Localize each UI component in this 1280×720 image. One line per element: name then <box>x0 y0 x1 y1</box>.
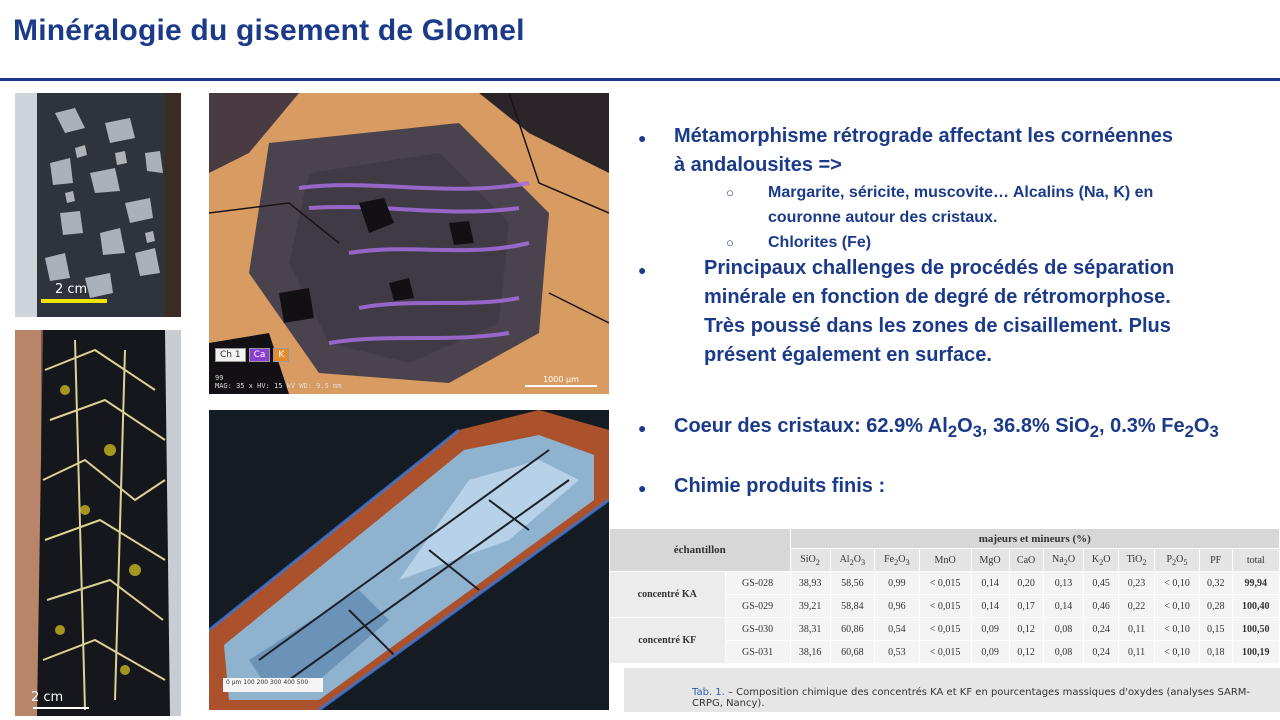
sub-bullet-1-line2: couronne autour des cristaux. <box>768 209 998 226</box>
table-cell: 0,09 <box>971 618 1009 641</box>
table-cell: 58,84 <box>830 595 875 618</box>
bullet-2-line2: minérale en fonction de degré de rétromorphose. <box>704 286 1171 308</box>
sem-meta-line2: MAG: 35 x HV: 15 kV WD: 9.5 mm <box>215 382 342 390</box>
table-cell: 39,21 <box>790 595 830 618</box>
bullet-4-text: Chimie produits finis : <box>674 475 886 497</box>
table-cell: 0,23 <box>1118 572 1154 595</box>
table-cell: 38,31 <box>790 618 830 641</box>
table-cell: 0,45 <box>1084 572 1118 595</box>
table-cell: 0,14 <box>1043 595 1084 618</box>
sample-id: GS-028 <box>725 572 790 595</box>
column-header: CaO <box>1009 549 1043 572</box>
bullet-4 <box>638 472 1270 501</box>
table-cell: 100,40 <box>1232 595 1279 618</box>
bullet-2-line4: présent également en surface. <box>704 344 992 366</box>
bullet-dot-2: ● <box>638 262 647 278</box>
column-header: SiO$_2$ <box>790 549 830 572</box>
column-header: $Al_2O_3$ <box>830 549 875 572</box>
table-cell: 0,12 <box>1009 641 1043 664</box>
table-cell: 0,28 <box>1199 595 1232 618</box>
sample-id: GS-029 <box>725 595 790 618</box>
core-texture <box>15 93 181 317</box>
table-cell: 0,24 <box>1084 641 1118 664</box>
scale-bar-bottom <box>33 707 89 709</box>
table-cell: 0,08 <box>1043 641 1084 664</box>
chemistry-table <box>609 528 1280 664</box>
caption-text: – Composition chimique des concentrés KA et KF en pourcentages massiques d'oxydes (analyses SARM-CRPG, Nancy). <box>692 687 1251 709</box>
core-sample-photo-top <box>15 93 181 317</box>
bullet-2-line1: Principaux challenges de procédés de séparation <box>704 257 1175 279</box>
bullet-dot-4: ● <box>638 480 647 496</box>
vein-texture <box>15 330 181 716</box>
bullet-2-line3: Très poussé dans les zones de cisaillement. Plus <box>704 315 1171 337</box>
scale-label-bottom: 2 cm <box>31 690 64 705</box>
table-cell: 58,56 <box>830 572 875 595</box>
bullet-1 <box>638 122 1270 180</box>
table-cell: 0,96 <box>875 595 920 618</box>
table-cell: < 0,015 <box>919 572 971 595</box>
table-cell: 0,11 <box>1118 618 1154 641</box>
bullet-3-text: Coeur des cristaux: 62.9% $Al_2O_3$, 36.8% SiO$_2$, 0.3% $Fe_2O_3$ <box>674 415 1219 441</box>
table-cell: 99,94 <box>1232 572 1279 595</box>
sample-id: GS-031 <box>725 641 790 664</box>
table-cell: 100,19 <box>1232 641 1279 664</box>
table-row <box>610 572 1280 595</box>
column-header: TiO$_2$ <box>1118 549 1154 572</box>
column-header: MgO <box>971 549 1009 572</box>
column-header: MnO <box>919 549 971 572</box>
sub-dot-1: ○ <box>726 185 734 200</box>
column-header: $P_2O_5$ <box>1155 549 1200 572</box>
bullet-3 <box>638 412 1270 446</box>
sub-bullet-1-line1: Margarite, séricite, muscovite… Alcalins (Na, K) en <box>768 184 1154 201</box>
core-sample-photo-bottom <box>15 330 181 716</box>
table-cell: 0,22 <box>1118 595 1154 618</box>
column-header: PF <box>1199 549 1232 572</box>
sample-header: échantillon <box>610 529 791 572</box>
polarized-microscope-image <box>209 410 609 710</box>
sub-bullet-2 <box>726 230 1266 255</box>
sem-chemical-map <box>209 93 609 394</box>
legend-k: K <box>273 348 289 362</box>
table-cell: < 0,015 <box>919 641 971 664</box>
table-cell: 0,09 <box>971 641 1009 664</box>
sem-element-legend <box>215 348 289 362</box>
table-body <box>610 572 1280 664</box>
title-underline <box>0 78 1280 81</box>
sample-id: GS-030 <box>725 618 790 641</box>
sub-dot-2: ○ <box>726 235 734 250</box>
scale-bar-top <box>41 299 107 303</box>
group-label: concentré KA <box>610 572 726 618</box>
table-cell: 100,50 <box>1232 618 1279 641</box>
table-cell: 0,14 <box>971 572 1009 595</box>
table-cell: 38,93 <box>790 572 830 595</box>
table-cell: 0,24 <box>1084 618 1118 641</box>
table-cell: < 0,10 <box>1155 572 1200 595</box>
column-header: total <box>1232 549 1279 572</box>
table-cell: 0,14 <box>971 595 1009 618</box>
chemistry-table-container <box>609 528 1280 664</box>
sub-bullet-1 <box>726 180 1266 230</box>
column-header: $Na_2O$ <box>1043 549 1084 572</box>
column-header: $Fe_2O_3$ <box>875 549 920 572</box>
column-header: $K_2O$ <box>1084 549 1118 572</box>
table-cell: 0,20 <box>1009 572 1043 595</box>
table-cell: 0,11 <box>1118 641 1154 664</box>
group-label: concentré KF <box>610 618 726 664</box>
legend-ca: Ca <box>249 348 271 362</box>
bullet-dot-3: ● <box>638 420 647 436</box>
table-cell: 0,18 <box>1199 641 1232 664</box>
table-cell: < 0,015 <box>919 595 971 618</box>
table-cell: 0,54 <box>875 618 920 641</box>
table-cell: 0,15 <box>1199 618 1232 641</box>
sub-bullet-2-text: Chlorites (Fe) <box>768 234 872 251</box>
sem-metadata <box>215 374 341 390</box>
table-cell: < 0,015 <box>919 618 971 641</box>
table-cell: < 0,10 <box>1155 618 1200 641</box>
table-cell: < 0,10 <box>1155 595 1200 618</box>
table-cell: 0,53 <box>875 641 920 664</box>
table-cell: 0,08 <box>1043 618 1084 641</box>
legend-ch1: Ch 1 <box>215 348 246 362</box>
slide-title: Minéralogie du gisement de Glomel <box>13 14 525 47</box>
table-cell: 0,12 <box>1009 618 1043 641</box>
table-row <box>610 618 1280 641</box>
table-caption <box>692 687 1280 709</box>
table-cell: 0,13 <box>1043 572 1084 595</box>
caption-label: Tab. 1. <box>692 687 725 698</box>
table-cell: 0,99 <box>875 572 920 595</box>
bullet-2 <box>638 254 1270 370</box>
table-cell: 0,46 <box>1084 595 1118 618</box>
bullet-1-line1: Métamorphisme rétrograde affectant les cornéennes <box>674 125 1174 147</box>
sem-scale-bar: 1000 µm <box>525 375 597 387</box>
group-header: majeurs et mineurs (%) <box>790 529 1279 549</box>
table-cell: 38,16 <box>790 641 830 664</box>
bullet-dot-1: ● <box>638 130 647 146</box>
crystal-texture <box>209 410 609 710</box>
micro-scale-bar: 0 µm 100 200 300 400 500 <box>223 678 323 692</box>
table-cell: 0,32 <box>1199 572 1232 595</box>
table-cell: 0,17 <box>1009 595 1043 618</box>
sem-meta-line1: 99 <box>215 374 224 382</box>
scale-label-top: 2 cm <box>55 282 88 297</box>
table-cell: 60,86 <box>830 618 875 641</box>
bullet-1-line2: à andalousites => <box>674 154 842 176</box>
table-cell: < 0,10 <box>1155 641 1200 664</box>
table-cell: 60,68 <box>830 641 875 664</box>
